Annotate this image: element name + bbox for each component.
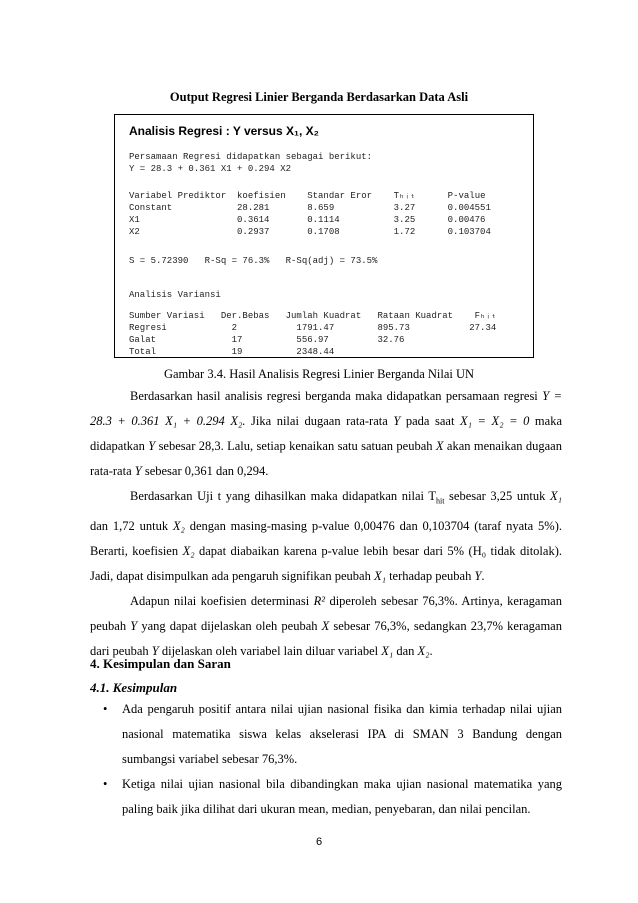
- output-line: S = 5.72390 R-Sq = 76.3% R-Sq(adj) = 73.5%: [129, 256, 378, 266]
- output-line: Persamaan Regresi didapatkan sebagai berikut:: [129, 152, 373, 162]
- output-line: Y = 28.3 + 0.361 X1 + 0.294 X2: [129, 164, 292, 174]
- output-line: Analisis Variansi: [129, 290, 221, 300]
- paragraph-determination: Adapun nilai koefisien determinasi R² diperoleh sebesar 76,3%. Artinya, keragaman peubah Y yang dapat dijelaskan oleh peubah X sebesar 76,3%, sedangkan 23,7% keragaman dari peubah Y dijelaskan oleh variabel lain diluar variabel X₁ dan X₂.: [90, 593, 562, 658]
- body-text: [90, 384, 562, 664]
- conclusion-list: [90, 697, 562, 822]
- subsection-heading: 4.1. Kesimpulan: [90, 680, 178, 695]
- paragraph-regression-equation: Berdasarkan hasil analisis regresi berganda maka didapatkan persamaan regresi Y = 28.3 + 0.361 X₁ + 0.294 X₂. Jika nilai dugaan rata-rata Y pada saat X₁ = X₂ = 0 maka didapatkan Y sebesar 28,3. Lalu, setiap kenaikan satu satuan peubah X akan menaikan dugaan rata-rata Y sebesar 0,361 dan 0,294.: [90, 389, 563, 478]
- output-line: Variabel Prediktor koefisien Standar Eror Tₕᵢₜ P-value: [129, 191, 486, 201]
- output-line: Constant 28.281 8.659 3.27 0.004551: [129, 203, 491, 213]
- bullet-icon: •: [103, 702, 108, 716]
- output-line: X2 0.2937 0.1708 1.72 0.103704: [129, 227, 491, 237]
- list-item: • Ketiga nilai ujian nasional bila dibandingkan maka ujian nasional matematika yang paling baik jika dilihat dari ukuran mean, median, penyebaran, dan nilai pencilan.: [90, 772, 562, 822]
- bullet-icon: •: [103, 777, 108, 791]
- output-line: Total 19 2348.44: [129, 347, 335, 357]
- section-heading: 4. Kesimpulan dan Saran: [90, 656, 231, 671]
- output-line: X1 0.3614 0.1114 3.25 0.00476: [129, 215, 486, 225]
- figure-title: Output Regresi Linier Berganda Berdasarkan Data Asli: [169, 90, 469, 104]
- output-line: Regresi 2 1791.47 895.73 27.34: [129, 323, 497, 333]
- output-heading: Analisis Regresi : Y versus X₁, X₂: [129, 124, 319, 138]
- output-line: Galat 17 556.97 32.76: [129, 335, 405, 345]
- paragraph-t-test: Berdasarkan Uji t yang dihasilkan maka didapatkan nilai $T_{hit}$ sebesar 3,25 untuk X₁ dan 1,72 untuk X₂ dengan masing-masing p-value 0,00476 dan 0,103704 (taraf nyata 5%). Berarti, koefisien X₂ dapat diabaikan karena p-value lebih besar dari 5% (H₀ tidak ditolak). Jadi, dapat disimpulkan ada pengaruh signifikan peubah X₁ terhadap peubah Y.: [90, 489, 562, 583]
- list-item: • Ada pengaruh positif antara nilai ujian nasional fisika dan kimia terhadap nilai ujian nasional matematika siswa kelas akselerasi IPA di SMAN 3 Bandung dengan sumbangsi variabel sebesar 76,3%.: [90, 697, 562, 772]
- output-line: Sumber Variasi Der.Bebas Jumlah Kuadrat Rataan Kuadrat Fₕᵢₜ: [129, 311, 497, 321]
- page-number: 6: [315, 836, 323, 848]
- regression-output-box: [114, 114, 534, 358]
- figure-caption: Gambar 3.4. Hasil Analisis Regresi Linier Berganda Nilai UN: [163, 367, 475, 381]
